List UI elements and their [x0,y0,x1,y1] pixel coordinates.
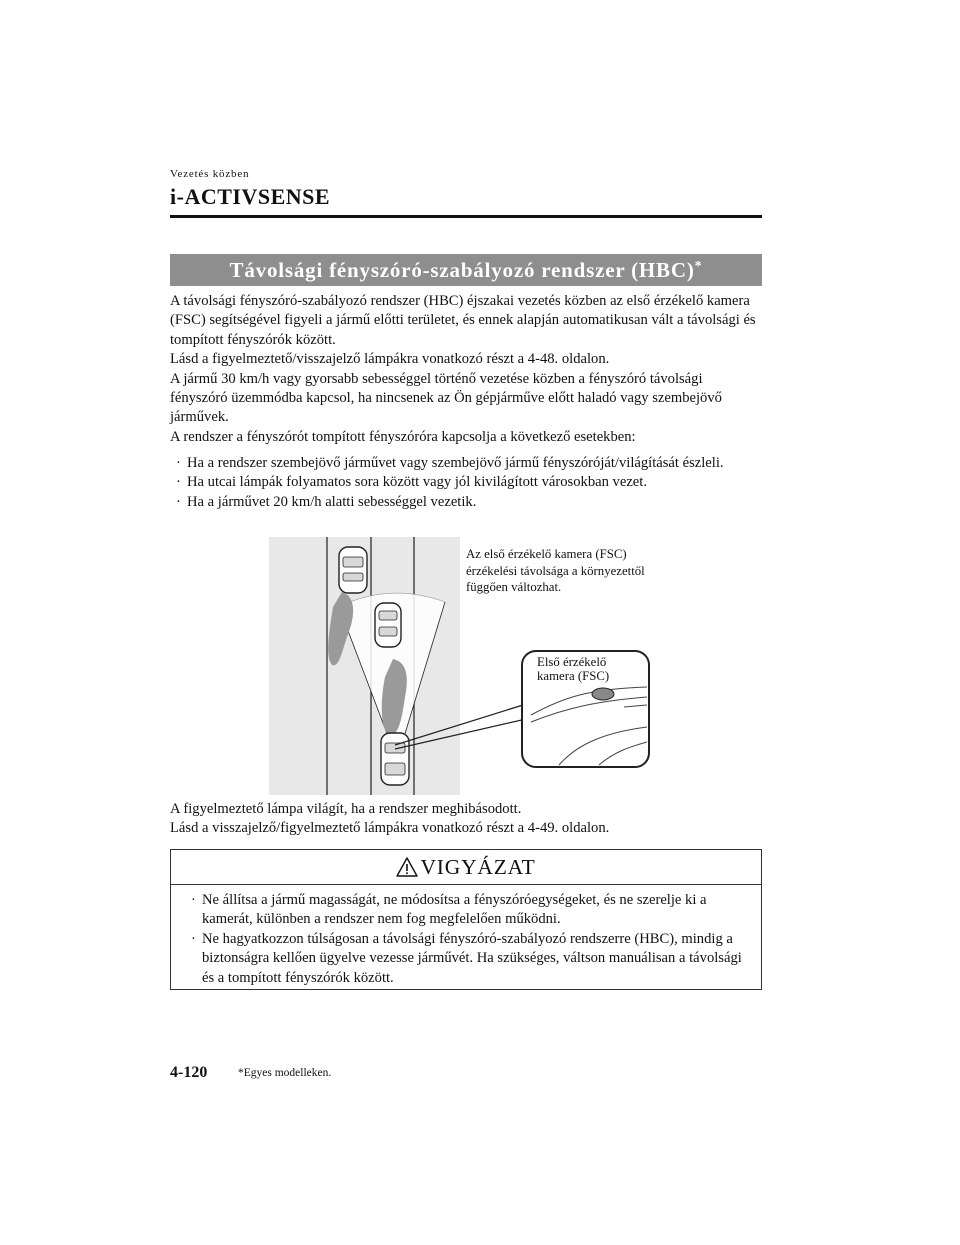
model-footnote-marker: * [694,259,703,274]
bullet-dot: · [191,892,196,908]
camera-callout [537,656,609,683]
page-number: 4-120 [170,1064,208,1081]
camera-icon [592,688,614,700]
topic-title: Távolsági fényszóró-szabályozó rendszer (HBC) [229,257,695,282]
malfunction-paragraph: Lásd a visszajelző/figyelmeztető lámpákra vonatkozó részt a 4-49. oldalon. [170,820,610,837]
camera-callout-line: Első érzékelő [537,655,607,669]
warning-box [170,849,762,990]
footnote: *Egyes modelleken. [238,1067,332,1079]
list-item [170,473,762,492]
intro-paragraph: A rendszer a fényszórót tompított fényszóróra kapcsolja a következő esetekben: [170,428,636,445]
bullet-dot: · [176,474,181,491]
list-item [185,930,757,988]
list-item [170,454,762,473]
list-item [185,891,757,930]
intro-paragraph: A jármű 30 km/h vagy gyorsabb sebességgel történő vezetése közben a fényszóró távolsági fényszóró üzemmódba kapcsol, ha nincsenek az Ön gépjárműve előtt haladó vagy szembejövő járművek. [170,370,722,426]
list-item-text: Ne hagyatkozzon túlságosan a távolsági fényszóró-szabályozó rendszerre (HBC), mindig a biztonságra kellően ügyelve vezesse járművét. Ha szükséges, váltson manuálisan a távolsági és a tompított fényszórók között. [202,930,742,986]
section-label: Vezetés közben [170,168,250,180]
intro-paragraph: A távolsági fényszóró-szabályozó rendszer (HBC) éjszakai vezetés közben az első érzékelő kamera (FSC) segítségével figyeli a jármű előtti területet, és ennek alapján automatikusan vált a távolsági és tompított fényszórók között. [170,293,756,348]
bullet-dot: · [176,455,181,471]
list-item-text: Ha a rendszer szembejövő járművet vagy szembejövő jármű fényszóróját/világítását észleli. [187,455,724,471]
hbc-diagram [269,537,661,795]
low-beam-conditions-list [170,454,762,512]
bullet-dot: · [176,493,181,510]
warning-header [171,850,761,884]
topic-banner [170,254,762,286]
intro-text [170,292,762,447]
bullet-dot: · [191,930,196,947]
warning-divider [171,884,761,885]
list-item-text: Ha utcai lámpák folyamatos sora között vagy jól kivilágított városokban vezet. [187,474,647,491]
camera-callout-line: kamera (FSC) [537,668,610,683]
malfunction-paragraph: A figyelmeztető lámpa világít, ha a rendszer meghibásodott. [170,801,522,817]
preceding-car [375,603,401,647]
list-item [170,493,762,512]
warning-triangle-icon [396,856,418,878]
range-callout: Az első érzékelő kamera (FSC) érzékelési távolsága a környezettől függően változhat. [466,547,645,594]
oncoming-car [339,547,367,593]
chapter-divider [170,215,762,218]
list-item-text: Ne állítsa a jármű magasságát, ne módosítsa a fényszóróegységeket, és ne szerelje ki a kamerát, különben a rendszer nem fog megfelelően működni. [202,892,707,928]
warning-title: VIGYÁZAT [420,854,536,879]
malfunction-text [170,800,762,839]
warning-list [185,891,757,988]
list-item-text: Ha a járművet 20 km/h alatti sebességgel vezetik. [187,493,477,510]
intro-paragraph: Lásd a figyelmeztető/visszajelző lámpákra vonatkozó részt a 4-48. oldalon. [170,351,610,368]
own-car [381,733,409,785]
chapter-title: i-ACTIVSENSE [170,184,331,209]
